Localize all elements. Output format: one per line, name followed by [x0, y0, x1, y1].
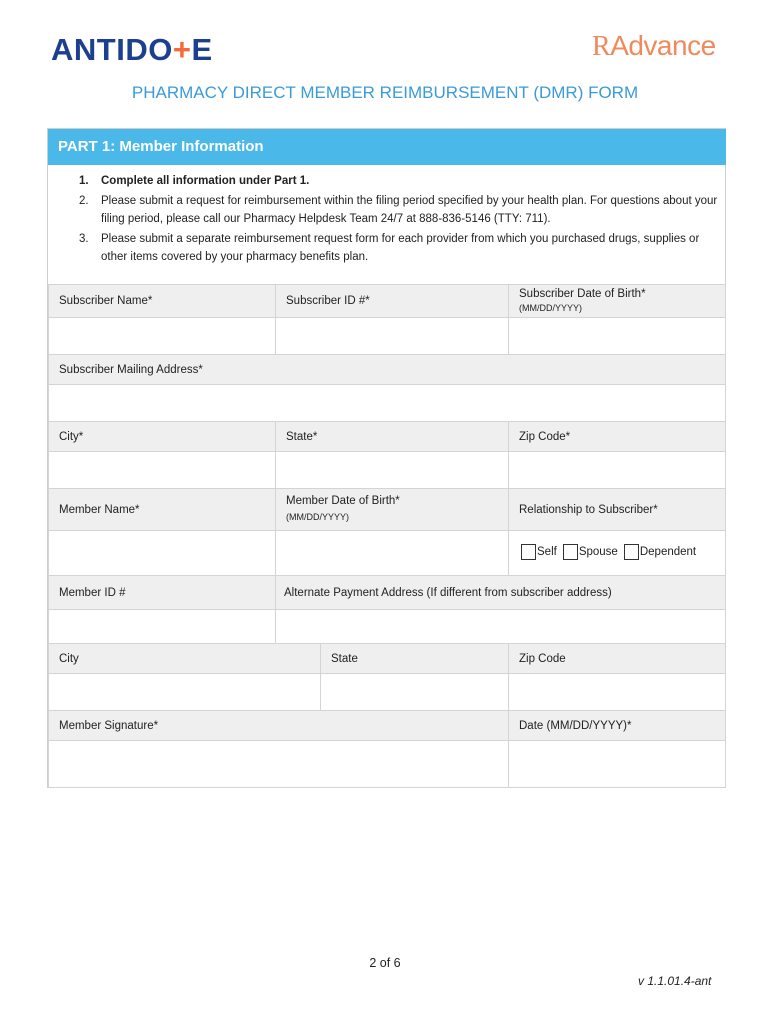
page-number: 2 of 6	[369, 956, 401, 970]
member-name-label	[48, 488, 276, 531]
subscriber-dob-format: (MM/DD/YYYY)	[519, 303, 582, 313]
instruction-number: 1.	[79, 175, 89, 187]
city-input[interactable]	[48, 451, 276, 489]
state-input[interactable]	[275, 451, 509, 489]
member-signature-input[interactable]	[48, 740, 509, 788]
relationship-options	[521, 544, 702, 560]
member-name-label-text: Member Name*	[59, 503, 140, 516]
member-dob-format: (MM/DD/YYYY)	[286, 512, 349, 522]
signature-date-label	[508, 710, 726, 741]
alt-address-label	[275, 575, 726, 610]
alt-zip-label-text: Zip Code	[519, 652, 566, 665]
spouse-checkbox-label: Spouse	[578, 546, 618, 558]
instruction-item	[75, 230, 725, 266]
subscriber-address-input[interactable]	[48, 384, 726, 422]
member-id-label-text: Member ID #	[59, 586, 126, 599]
alt-city-input[interactable]	[48, 673, 321, 711]
member-dob-input[interactable]	[275, 530, 509, 576]
member-id-input[interactable]	[48, 609, 276, 644]
subscriber-name-label-text: Subscriber Name*	[59, 295, 153, 307]
dependent-checkbox-label: Dependent	[639, 546, 697, 558]
alt-address-label-text: Alternate Payment Address (If different from subscriber address)	[284, 586, 612, 599]
antidote-logo	[51, 32, 213, 68]
version-label: v 1.1.01.4-ant	[638, 974, 712, 988]
radvance-logo-text: Advance	[610, 30, 716, 61]
state-label-text: State*	[286, 430, 318, 443]
relationship-label-text: Relationship to Subscriber*	[519, 503, 658, 516]
form-title: PHARMACY DIRECT MEMBER REIMBURSEMENT (DMR) FORM	[131, 83, 639, 102]
instruction-item	[75, 172, 725, 190]
subscriber-id-input[interactable]	[275, 317, 509, 355]
city-label-text: City*	[59, 430, 84, 443]
instruction-number: 2.	[79, 195, 89, 207]
relationship-label	[508, 488, 726, 531]
instruction-item	[75, 192, 725, 228]
subscriber-name-label	[48, 284, 276, 318]
member-signature-label-text: Member Signature*	[59, 719, 159, 732]
instruction-text: Please submit a request for reimbursement within the filing period specified by your health plan. For questions about your filing period, please call our Pharmacy Helpdesk Team 24/7 at 888-836-5146 (TTY: 711).	[101, 195, 718, 225]
city-label	[48, 421, 276, 452]
member-signature-label	[48, 710, 509, 741]
zip-label	[508, 421, 726, 452]
instruction-number: 3.	[79, 233, 89, 245]
state-label	[275, 421, 509, 452]
member-id-label	[48, 575, 276, 610]
radvance-logo	[592, 30, 716, 63]
subscriber-id-label	[275, 284, 509, 318]
subscriber-dob-input[interactable]	[508, 317, 726, 355]
subscriber-dob-label	[508, 284, 726, 318]
self-checkbox[interactable]	[521, 544, 536, 560]
alt-state-label	[320, 643, 509, 674]
member-dob-label-text: Member Date of Birth*	[286, 495, 400, 507]
instructions-list	[75, 172, 725, 268]
antidote-logo-plus: +	[172, 32, 192, 67]
zip-label-text: Zip Code*	[519, 430, 571, 443]
member-dob-label	[275, 488, 509, 531]
dependent-checkbox[interactable]	[624, 544, 639, 560]
subscriber-name-input[interactable]	[48, 317, 276, 355]
subscriber-address-label-text: Subscriber Mailing Address*	[59, 363, 203, 376]
self-checkbox-label: Self	[537, 546, 557, 558]
alt-zip-input[interactable]	[508, 673, 726, 711]
subscriber-dob-label-text: Subscriber Date of Birth*	[519, 288, 646, 300]
subscriber-id-label-text: Subscriber ID #*	[286, 295, 370, 307]
alt-state-label-text: State	[331, 652, 358, 665]
alt-address-input[interactable]	[275, 609, 726, 644]
antidote-logo-text-a: ANTIDO	[51, 32, 173, 67]
zip-input[interactable]	[508, 451, 726, 489]
antidote-logo-text-c: E	[191, 32, 213, 67]
instruction-text: Please submit a separate reimbursement request form for each provider from which you purchased drugs, supplies or other items covered by your pharmacy benefits plan.	[101, 233, 700, 263]
radvance-logo-rx: R	[592, 31, 611, 62]
spouse-checkbox[interactable]	[563, 544, 578, 560]
alt-zip-label	[508, 643, 726, 674]
part1-heading: PART 1: Member Information	[48, 129, 726, 165]
alt-city-label-text: City	[59, 652, 79, 665]
subscriber-address-label	[48, 354, 726, 385]
signature-date-input[interactable]	[508, 740, 726, 788]
instruction-text: Complete all information under Part 1.	[101, 175, 310, 187]
member-name-input[interactable]	[48, 530, 276, 576]
signature-date-label-text: Date (MM/DD/YYYY)*	[519, 719, 632, 732]
alt-city-label	[48, 643, 321, 674]
alt-state-input[interactable]	[320, 673, 509, 711]
